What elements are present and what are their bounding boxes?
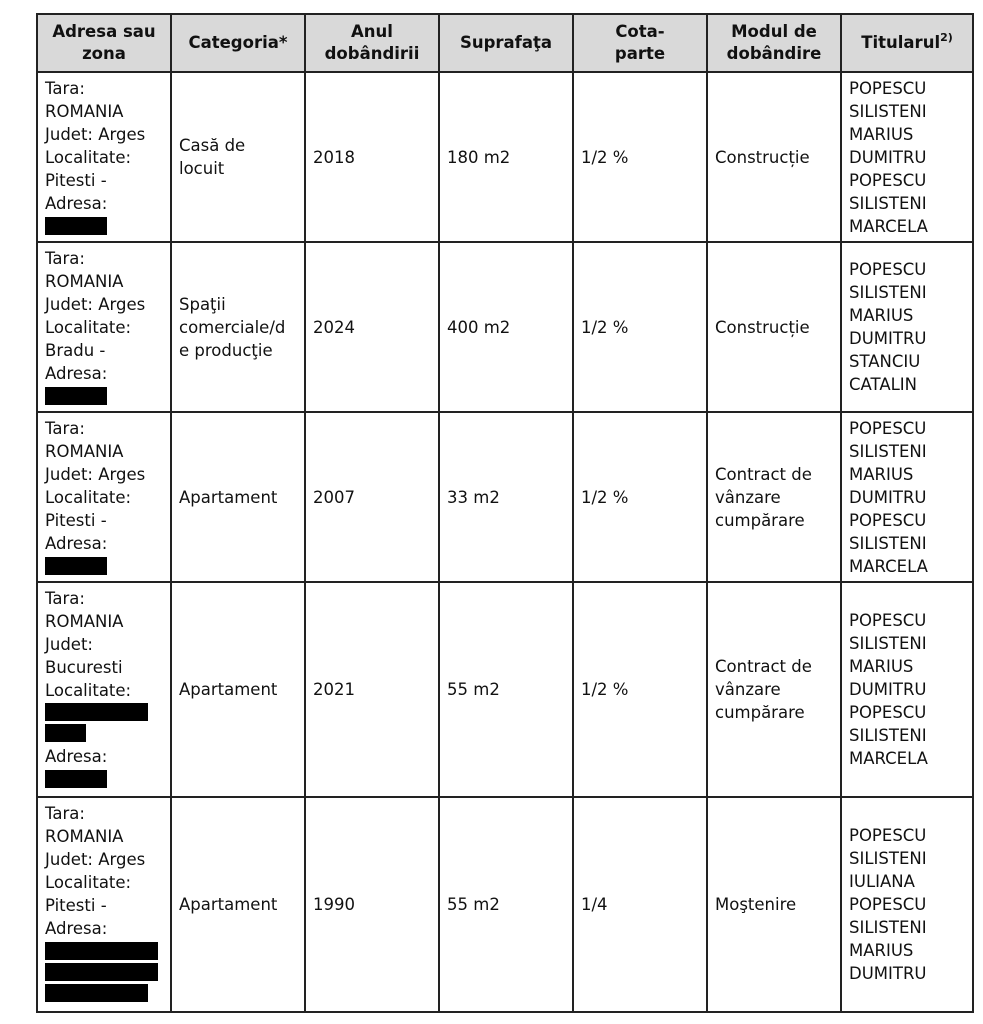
table-header-row [37,14,973,72]
header-year: Anul dobândirii [305,14,439,72]
address-text: Tara: ROMANIA Judet: Arges Localitate: Bradu - Adresa: [45,249,146,383]
header-owner-footnote: 2) [940,30,953,44]
category-cell: Apartament [171,582,305,797]
redacted-block [45,942,158,960]
header-owner [841,14,973,72]
share-cell: 1/4 [573,797,707,1012]
area-cell: 400 m2 [439,242,573,412]
mode-cell: Construcție [707,242,841,412]
mode-cell: Construcție [707,72,841,242]
redacted-block [45,984,148,1002]
header-address: Adresa sau zona [37,14,171,72]
address-cell [37,242,171,412]
mode-cell: Moştenire [707,797,841,1012]
share-cell: 1/2 % [573,72,707,242]
table-row [37,412,973,582]
address-text: Tara: ROMANIA Judet: Arges Localitate: Pitesti - Adresa: [45,79,146,213]
table-row [37,582,973,797]
redacted-block [45,217,107,235]
header-area: Suprafaţa [439,14,573,72]
owner-cell: POPESCU SILISTENI MARIUS DUMITRU POPESCU SILISTENI MARCELA [841,412,973,582]
year-cell: 2021 [305,582,439,797]
table-row [37,72,973,242]
mode-cell: Contract de vânzare cumpărare [707,582,841,797]
address-text: Tara: ROMANIA Judet: Arges Localitate: Pitesti - Adresa: [45,804,146,938]
category-cell: Apartament [171,412,305,582]
area-cell: 180 m2 [439,72,573,242]
address-cell [37,412,171,582]
share-cell: 1/2 % [573,582,707,797]
year-cell: 2018 [305,72,439,242]
category-cell: Spaţii comerciale/d e producţie [171,242,305,412]
share-cell: 1/2 % [573,412,707,582]
category-cell: Casă de locuit [171,72,305,242]
address-cell [37,582,171,797]
area-cell: 33 m2 [439,412,573,582]
address-text: Tara: ROMANIA Judet: Arges Localitate: Pitesti - Adresa: [45,419,146,553]
address-text: Tara: ROMANIA Judet: Bucuresti Localitate: [45,589,132,700]
address-cell [37,72,171,242]
year-cell: 2024 [305,242,439,412]
header-owner-label: Titularul [861,33,941,52]
table-row [37,242,973,412]
redacted-block [45,770,107,788]
header-share: Cota- parte [573,14,707,72]
year-cell: 1990 [305,797,439,1012]
redacted-block [45,557,107,575]
category-cell: Apartament [171,797,305,1012]
share-cell: 1/2 % [573,242,707,412]
mode-cell: Contract de vânzare cumpărare [707,412,841,582]
owner-cell: POPESCU SILISTENI MARIUS DUMITRU POPESCU SILISTENI MARCELA [841,582,973,797]
redacted-block [45,703,148,721]
real-estate-table [36,13,974,1013]
area-cell: 55 m2 [439,582,573,797]
table-row [37,797,973,1012]
area-cell: 55 m2 [439,797,573,1012]
owner-cell: POPESCU SILISTENI MARIUS DUMITRU STANCIU CATALIN [841,242,973,412]
redacted-block [45,963,158,981]
address-text: Adresa: [45,747,108,766]
redacted-block [45,724,86,742]
redacted-block [45,387,107,405]
address-cell [37,797,171,1012]
header-mode: Modul de dobândire [707,14,841,72]
owner-cell: POPESCU SILISTENI IULIANA POPESCU SILISTENI MARIUS DUMITRU [841,797,973,1012]
owner-cell: POPESCU SILISTENI MARIUS DUMITRU POPESCU SILISTENI MARCELA [841,72,973,242]
header-category: Categoria* [171,14,305,72]
year-cell: 2007 [305,412,439,582]
